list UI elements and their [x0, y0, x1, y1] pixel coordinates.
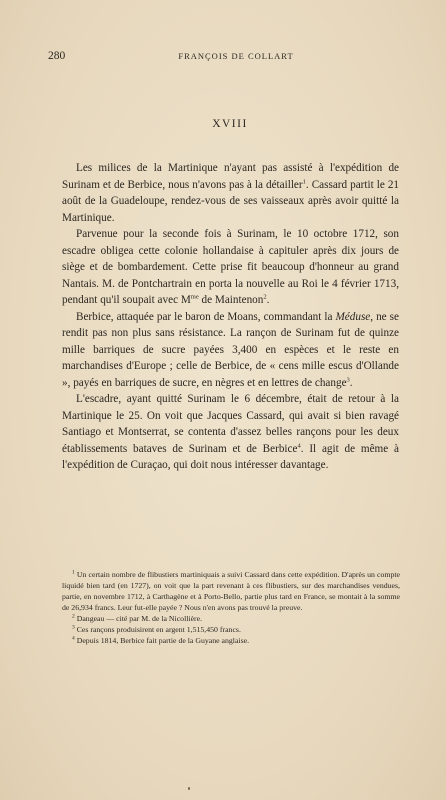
paragraph: Parvenue pour la seconde fois à Surinam, le 10 octobre 1712, son escadre obligea cette colonie hollandaise à capituler après dix jours de siège et de bombardement. Cette prise fit beaucoup d'honneur au grand Nantais. M. de Pontchartrain en porta la nouvelle au Roi le 4 février 1713, pendant qu'il soupait avec $M^{me}$ de Maintenon$^2$.	[62, 228, 399, 306]
footnote: $^3$ Ces rançons produisirent en argent 1,515,450 francs.	[72, 624, 241, 634]
page-header	[48, 50, 406, 66]
paper-speck	[188, 787, 190, 790]
page-number: 280	[48, 50, 66, 62]
chapter-heading: XVIII	[212, 118, 248, 130]
paragraph: L'escadre, ayant quitté Surinam le 6 décembre, était de retour à la Martinique le 25. On voit que Jacques Cassard, qui avait si bien ravagé Santiago et Montserrat, se contenta d'assez belles rançons pour les deux établissements bataves de Surinam et de Berbice$^4$. Il agit de même à l'expédition de Curaçao, qui doit nous intéresser davantage.	[62, 393, 399, 471]
body-text	[62, 160, 399, 474]
ship-name: Méduse	[335, 310, 371, 323]
footnote: $^4$ Depuis 1814, Berbice fait partie de la Guyane anglaise.	[72, 635, 250, 645]
paragraph: Berbice, attaquée par le baron de Moans, commandant la Méduse, ne se rendit pas non plus sans résistance. La rançon de Surinam fut de quinze mille barriques de sucre payées 3,400 en espèces et le reste en marchandises d'Europe ; celle de Berbice, de « cens mille escus d'Ollande », payés en barriques de sucre, en nègres et en lettres de change$^3$.	[62, 310, 399, 389]
footnote-ref[interactable]: 2	[263, 293, 267, 301]
footnote-ref[interactable]: 1	[302, 177, 306, 185]
footnote-ref[interactable]: 4	[297, 441, 301, 449]
footnotes	[62, 569, 400, 646]
running-title: FRANÇOIS DE COLLART	[178, 51, 294, 61]
footnote: $^1$ Un certain nombre de flibustiers martiniquais a suivi Cassard dans cette expédition. D'après un compte liquidé bien tard (en 1727), on voit que la part revenant à ces flibustiers, sur des marchandises vendues, partie, en novembre 1712, à Carthagène et à Porto-Bello, partie plus tard en France, se montait à la somme de 26,934 francs. Leur fut-elle payée ? Nous n'en avons pas trouvé la preuve.	[62, 569, 400, 612]
footnote-ref[interactable]: 3	[346, 375, 350, 383]
paragraph: Les milices de la Martinique n'ayant pas assisté à l'expédition de Surinam et de Berbice, nous n'avons pas à la détailler$^1$. Cassard partit le 21 août de la Guadeloupe, rendez-vous de ses vaisseaux après avoir quitté la Martinique.	[62, 162, 400, 224]
footnote: $^2$ Dangeau — cité par M. de la Nicollière.	[72, 613, 203, 623]
